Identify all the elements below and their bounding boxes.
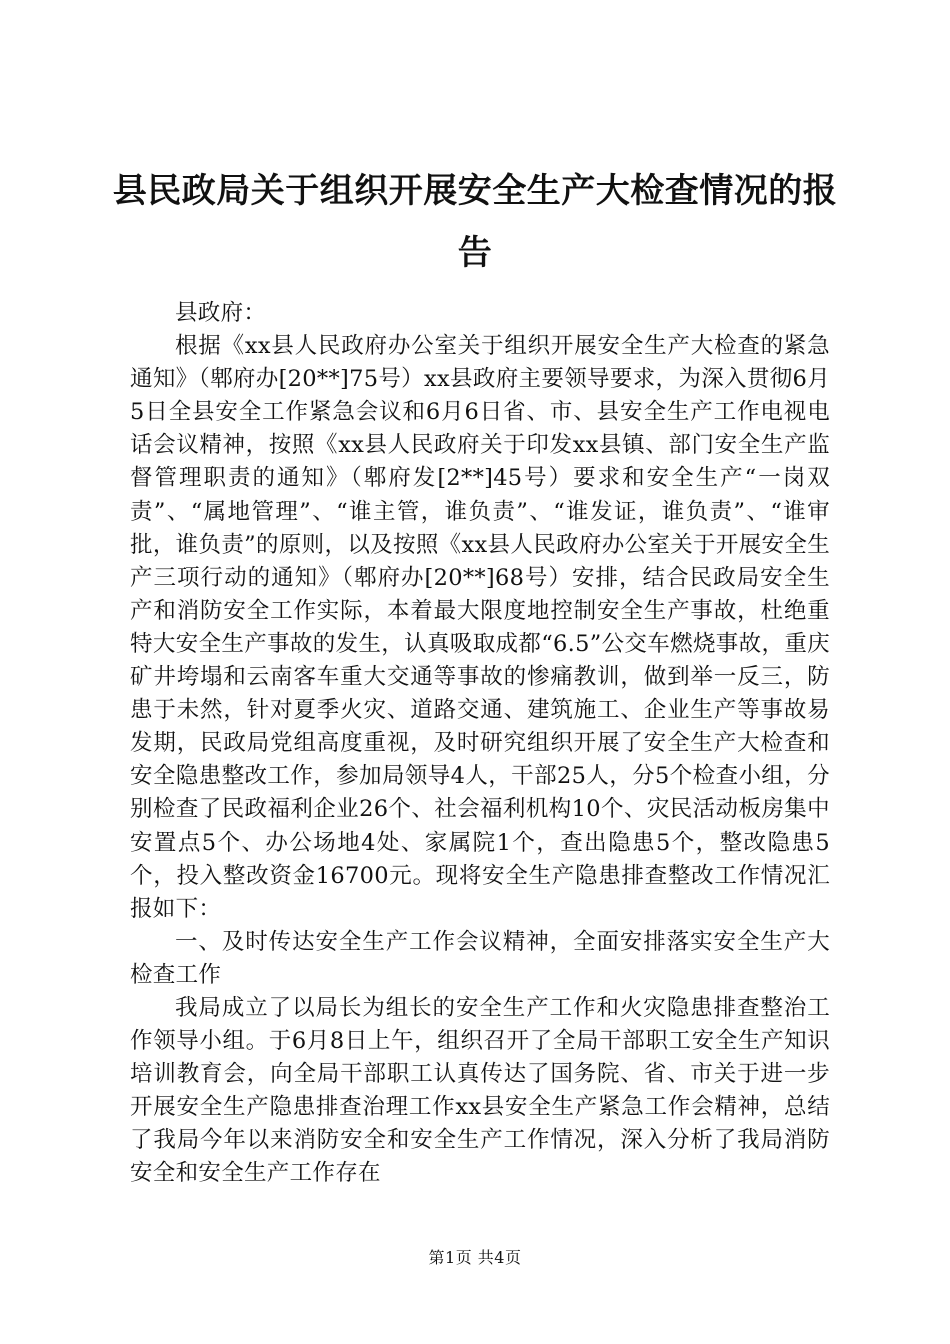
- document-title: 县民政局关于组织开展安全生产大检查情况的报告: [112, 171, 838, 273]
- page-number-footer: 第1页 共4页: [428, 1248, 522, 1267]
- salutation: 县政府：: [175, 300, 267, 326]
- section-heading-1: 一、及时传达安全生产工作会议精神，全面安排落实安全生产大检查工作: [130, 928, 830, 988]
- document-body: [130, 297, 830, 1191]
- paragraph-intro: 根据《xx县人民政府办公室关于组织开展安全生产大检查的紧急通知》（郫府办[20**]75号）xx县政府主要领导要求，为深入贯彻6月5日全县安全工作紧急会议和6月6日省、市、县安全生产工作电视电话会议精神，按照《xx县人民政府关于印发xx县镇、部门安全生产监督管理职责的通知》（郫府发[2**]45号）要求和安全生产“一岗双责”、“属地管理”、“谁主管，谁负责”、“谁发证，谁负责”、“谁审批，谁负责”的原则，以及按照《xx县人民政府办公室关于开展安全生产三项行动的通知》（郫府办[20**]68号）安排，结合民政局安全生产和消防安全工作实际，本着最大限度地控制安全生产事故，杜绝重特大安全生产事故的发生，认真吸取成都“6.5”公交车燃烧事故，重庆矿井垮塌和云南客车重大交通等事故的惨痛教训，做到举一反三，防患于未然，针对夏季火灾、道路交通、建筑施工、企业生产等事故易发期，民政局党组高度重视，及时研究组织开展了安全生产大检查和安全隐患整改工作，参加局领导4人，干部25人，分5个检查小组，分别检查了民政福利企业26个、社会福利机构10个、灾民活动板房集中安置点5个、办公场地4处、家属院1个，查出隐患5个，整改隐患5个，投入整改资金16700元。现将安全生产隐患排查整改工作情况汇报如下：: [130, 333, 830, 922]
- paragraph-section-1: 我局成立了以局长为组长的安全生产工作和火灾隐患排查整治工作领导小组。于6月8日上午，组织召开了全局干部职工安全生产知识培训教育会，向全局干部职工认真传达了国务院、省、市关于进一步开展安全生产隐患排查治理工作xx县安全生产紧急工作会精神，总结了我局今年以来消防安全和安全生产工作情况，深入分析了我局消防安全和安全生产工作存在: [130, 994, 830, 1187]
